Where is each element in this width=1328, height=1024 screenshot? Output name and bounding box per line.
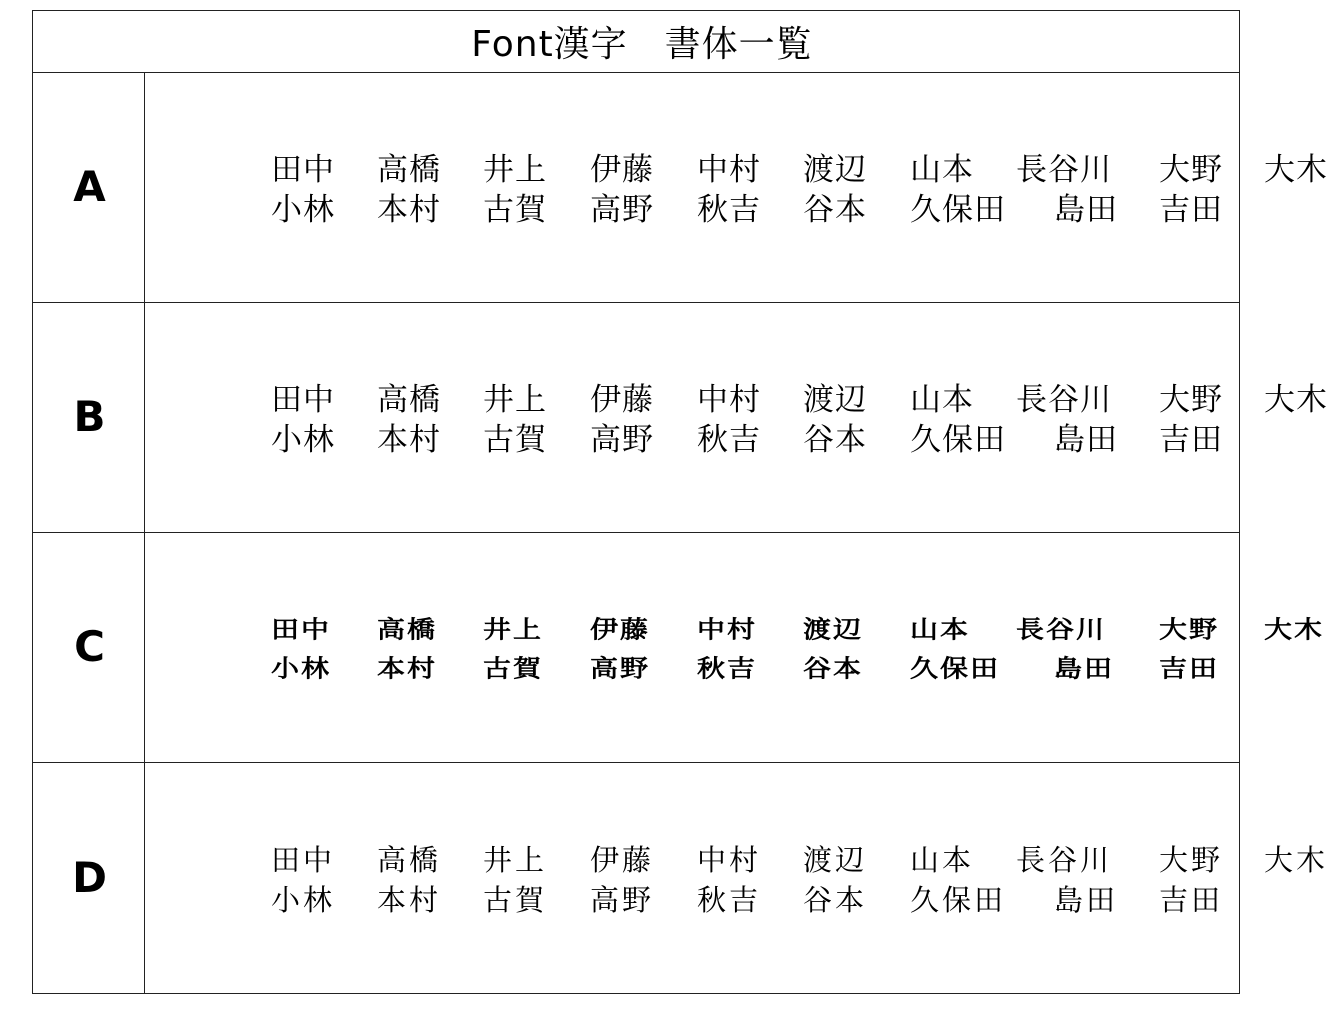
name-sample: 小林 (271, 883, 336, 917)
name-line-1 (153, 380, 1328, 420)
name-sample: 吉田 (1159, 422, 1223, 458)
name-sample: 高橋 (377, 152, 441, 188)
name-sample: 田中 (271, 615, 332, 644)
page-title: Font漢字 書体一覧 (471, 24, 813, 65)
name-line-1 (153, 150, 1328, 190)
name-sample: 田中 (271, 382, 335, 418)
name-sample: 高野 (590, 422, 654, 458)
font-label-cell (33, 73, 145, 302)
name-sample: 小林 (271, 654, 332, 683)
font-label-cell (33, 533, 145, 762)
font-row-c (33, 533, 1325, 763)
name-sample: 谷本 (803, 192, 867, 228)
name-sample: 井上 (483, 843, 548, 877)
name-sample: 本村 (377, 654, 438, 683)
name-sample: 大野 (1159, 843, 1224, 877)
name-sample: 大木 (1264, 843, 1328, 877)
name-sample: 久保田 (910, 192, 1006, 228)
name-sample: 伊藤 (590, 615, 651, 644)
name-sample: 小林 (271, 422, 335, 458)
name-line-1 (153, 610, 1325, 650)
name-sample: 長谷川 (1016, 615, 1107, 644)
name-sample: 高野 (590, 883, 655, 917)
name-line-2 (153, 880, 1253, 920)
name-sample: 吉田 (1159, 654, 1220, 683)
name-sample: 中村 (697, 152, 761, 188)
name-line-1 (153, 840, 1328, 880)
name-sample: 井上 (483, 152, 547, 188)
name-sample: 島田 (1054, 883, 1119, 917)
name-sample: 伊藤 (590, 152, 654, 188)
name-sample: 古賀 (483, 654, 544, 683)
name-sample: 井上 (483, 615, 544, 644)
name-sample: 山本 (910, 152, 974, 188)
name-sample-cell (145, 763, 1328, 993)
name-sample: 大野 (1159, 382, 1223, 418)
name-sample: 山本 (910, 382, 974, 418)
name-sample: 秋吉 (697, 192, 761, 228)
name-sample: 中村 (697, 615, 758, 644)
name-sample: 大木 (1264, 615, 1325, 644)
font-label: B (73, 392, 106, 441)
name-sample: 島田 (1054, 654, 1115, 683)
name-line-2 (153, 420, 1253, 460)
name-sample: 高橋 (377, 382, 441, 418)
name-sample: 久保田 (910, 883, 1007, 917)
name-sample: 渡辺 (803, 382, 867, 418)
name-sample: 高橋 (377, 843, 442, 877)
name-sample: 古賀 (483, 883, 548, 917)
font-label: C (74, 622, 105, 671)
name-sample: 吉田 (1159, 883, 1224, 917)
font-row-b (33, 303, 1328, 533)
name-sample-cell (145, 303, 1328, 532)
name-sample: 大野 (1159, 615, 1220, 644)
name-sample: 島田 (1054, 422, 1118, 458)
name-sample: 秋吉 (697, 654, 758, 683)
name-sample: 長谷川 (1016, 152, 1112, 188)
name-sample: 中村 (697, 843, 762, 877)
name-sample: 古賀 (483, 192, 547, 228)
font-sample-table (32, 10, 1328, 994)
font-row-a (33, 73, 1328, 303)
name-line-2 (153, 649, 1253, 689)
name-sample: 山本 (910, 843, 975, 877)
name-sample: 高橋 (377, 615, 438, 644)
name-sample: 大木 (1264, 382, 1328, 418)
name-sample-cell (145, 73, 1328, 302)
name-sample: 田中 (271, 843, 336, 877)
name-sample: 古賀 (483, 422, 547, 458)
name-sample: 谷本 (803, 883, 868, 917)
name-sample: 本村 (377, 192, 441, 228)
name-sample: 久保田 (910, 422, 1006, 458)
name-sample: 大木 (1264, 152, 1328, 188)
table-title-row (33, 11, 1239, 73)
font-row-d (33, 763, 1328, 993)
name-sample: 本村 (377, 883, 442, 917)
name-sample: 小林 (271, 192, 335, 228)
name-sample: 山本 (910, 615, 971, 644)
name-sample: 田中 (271, 152, 335, 188)
name-sample: 大野 (1159, 152, 1223, 188)
name-sample-cell (145, 533, 1325, 762)
font-label-cell (33, 763, 145, 993)
name-sample: 渡辺 (803, 843, 868, 877)
name-sample: 谷本 (803, 422, 867, 458)
name-sample: 渡辺 (803, 615, 864, 644)
name-sample: 久保田 (910, 654, 1001, 683)
name-sample: 伊藤 (590, 382, 654, 418)
font-label: A (73, 162, 106, 211)
name-sample: 伊藤 (590, 843, 655, 877)
name-sample: 中村 (697, 382, 761, 418)
font-label: D (72, 852, 107, 902)
name-sample: 渡辺 (803, 152, 867, 188)
name-sample: 高野 (590, 192, 654, 228)
name-sample: 秋吉 (697, 422, 761, 458)
name-sample: 本村 (377, 422, 441, 458)
font-label-cell (33, 303, 145, 532)
name-sample: 吉田 (1159, 192, 1223, 228)
name-sample: 長谷川 (1016, 843, 1113, 877)
name-line-2 (153, 190, 1253, 230)
name-sample: 谷本 (803, 654, 864, 683)
name-sample: 井上 (483, 382, 547, 418)
name-sample: 長谷川 (1016, 382, 1112, 418)
name-sample: 島田 (1054, 192, 1118, 228)
name-sample: 高野 (590, 654, 651, 683)
name-sample: 秋吉 (697, 883, 762, 917)
